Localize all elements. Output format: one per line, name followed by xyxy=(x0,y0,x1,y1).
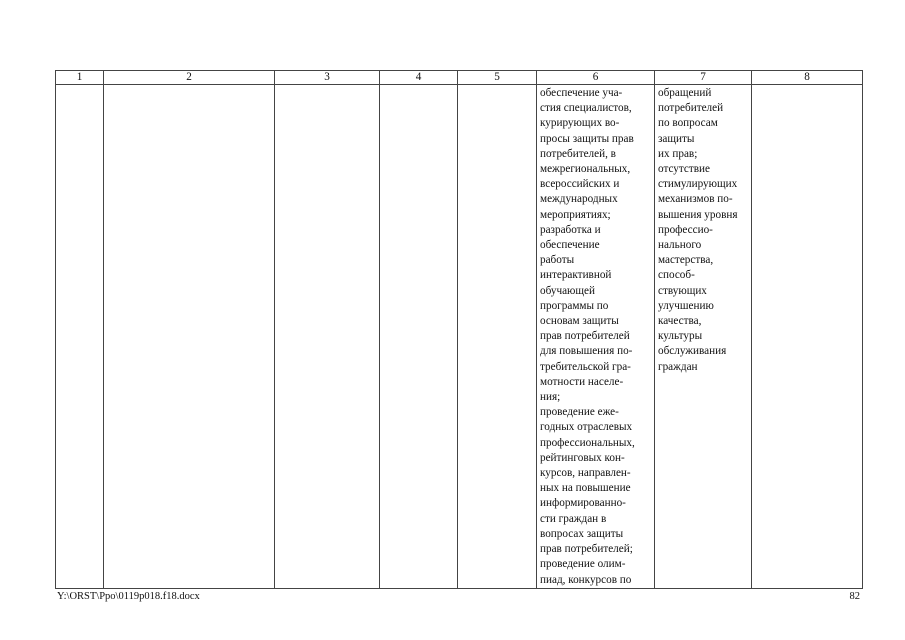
text-line: способ- xyxy=(658,269,695,282)
text-line: разработка и xyxy=(540,223,601,236)
text-line: обращений xyxy=(658,87,712,99)
text-line: ствующих xyxy=(658,284,707,297)
text-line: проведение олим- xyxy=(540,558,626,571)
text-line: мастерства, xyxy=(658,254,714,267)
text-line: нального xyxy=(658,239,702,252)
text-line: прав потребителей xyxy=(540,330,630,343)
header-cell-3: 3 xyxy=(275,71,380,85)
content-table xyxy=(55,70,863,589)
text-line: курсов, направлен- xyxy=(540,467,631,480)
body-cell-5 xyxy=(458,85,537,589)
footer-file-path: Y:\ORST\Ppo\0119p018.f18.docx xyxy=(57,591,200,602)
text-line: прав потребителей; xyxy=(540,543,633,556)
text-line: отсутствие xyxy=(658,163,710,176)
text-line: интерактивной xyxy=(540,269,612,282)
text-line: потребителей, в xyxy=(540,147,616,160)
text-line: годных отраслевых xyxy=(540,421,633,434)
text-line: обеспечение xyxy=(540,239,600,252)
body-cell-1 xyxy=(56,85,104,589)
header-cell-4: 4 xyxy=(380,71,458,85)
problems-text xyxy=(655,85,751,375)
header-cell-7: 7 xyxy=(655,71,752,85)
text-line: по вопросам xyxy=(658,117,718,130)
text-line: обеспечение уча- xyxy=(540,87,623,99)
header-cell-2: 2 xyxy=(104,71,275,85)
text-line: вышения уровня xyxy=(658,208,738,221)
text-line: пиад, конкурсов по xyxy=(540,573,632,586)
text-line: ных на повышение xyxy=(540,482,631,495)
text-line: основам защиты xyxy=(540,315,619,328)
text-line: мероприятиях; xyxy=(540,208,611,221)
page-number: 82 xyxy=(849,591,860,602)
text-line: всероссийских и xyxy=(540,178,620,191)
body-cell-8 xyxy=(752,85,863,589)
header-cell-1: 1 xyxy=(56,71,104,85)
text-line: проведение еже- xyxy=(540,406,619,419)
header-cell-6: 6 xyxy=(537,71,655,85)
text-line: профессиональных, xyxy=(540,436,635,449)
text-line: обучающей xyxy=(540,284,595,297)
text-line: граждан xyxy=(658,360,698,373)
text-line: для повышения по- xyxy=(540,345,633,358)
text-line: работы xyxy=(540,254,575,267)
body-cell-3 xyxy=(275,85,380,589)
text-line: рейтинговых кон- xyxy=(540,451,625,464)
text-line: качества, xyxy=(658,315,702,328)
text-line: культуры xyxy=(658,330,703,343)
text-line: механизмов по- xyxy=(658,193,733,206)
text-line: ния; xyxy=(540,391,561,404)
text-line: улучшению xyxy=(658,299,714,312)
text-line: стия специалистов, xyxy=(540,102,632,115)
text-line: потребителей xyxy=(658,102,724,115)
text-line: стимулирующих xyxy=(658,178,738,191)
body-cell-4 xyxy=(380,85,458,589)
text-line: их прав; xyxy=(658,147,698,160)
body-cell-6 xyxy=(537,85,655,589)
body-cell-7 xyxy=(655,85,752,589)
text-line: просы защиты прав xyxy=(540,132,634,145)
text-line: мотности населе- xyxy=(540,375,624,388)
text-line: курирующих во- xyxy=(540,117,620,130)
header-cell-5: 5 xyxy=(458,71,537,85)
text-line: программы по xyxy=(540,299,609,312)
text-line: вопросах защиты xyxy=(540,527,624,540)
text-line: международных xyxy=(540,193,618,206)
table-row xyxy=(56,85,863,589)
text-line: требительской гра- xyxy=(540,360,631,373)
measures-text xyxy=(537,85,654,588)
body-cell-2 xyxy=(104,85,275,589)
text-line: сти граждан в xyxy=(540,512,607,525)
text-line: обслуживания xyxy=(658,345,727,358)
header-cell-8: 8 xyxy=(752,71,863,85)
text-line: защиты xyxy=(658,132,695,145)
text-line: профессио- xyxy=(658,223,713,236)
header-row xyxy=(56,71,863,85)
text-line: информированно- xyxy=(540,497,626,510)
text-line: межрегиональных, xyxy=(540,163,631,176)
